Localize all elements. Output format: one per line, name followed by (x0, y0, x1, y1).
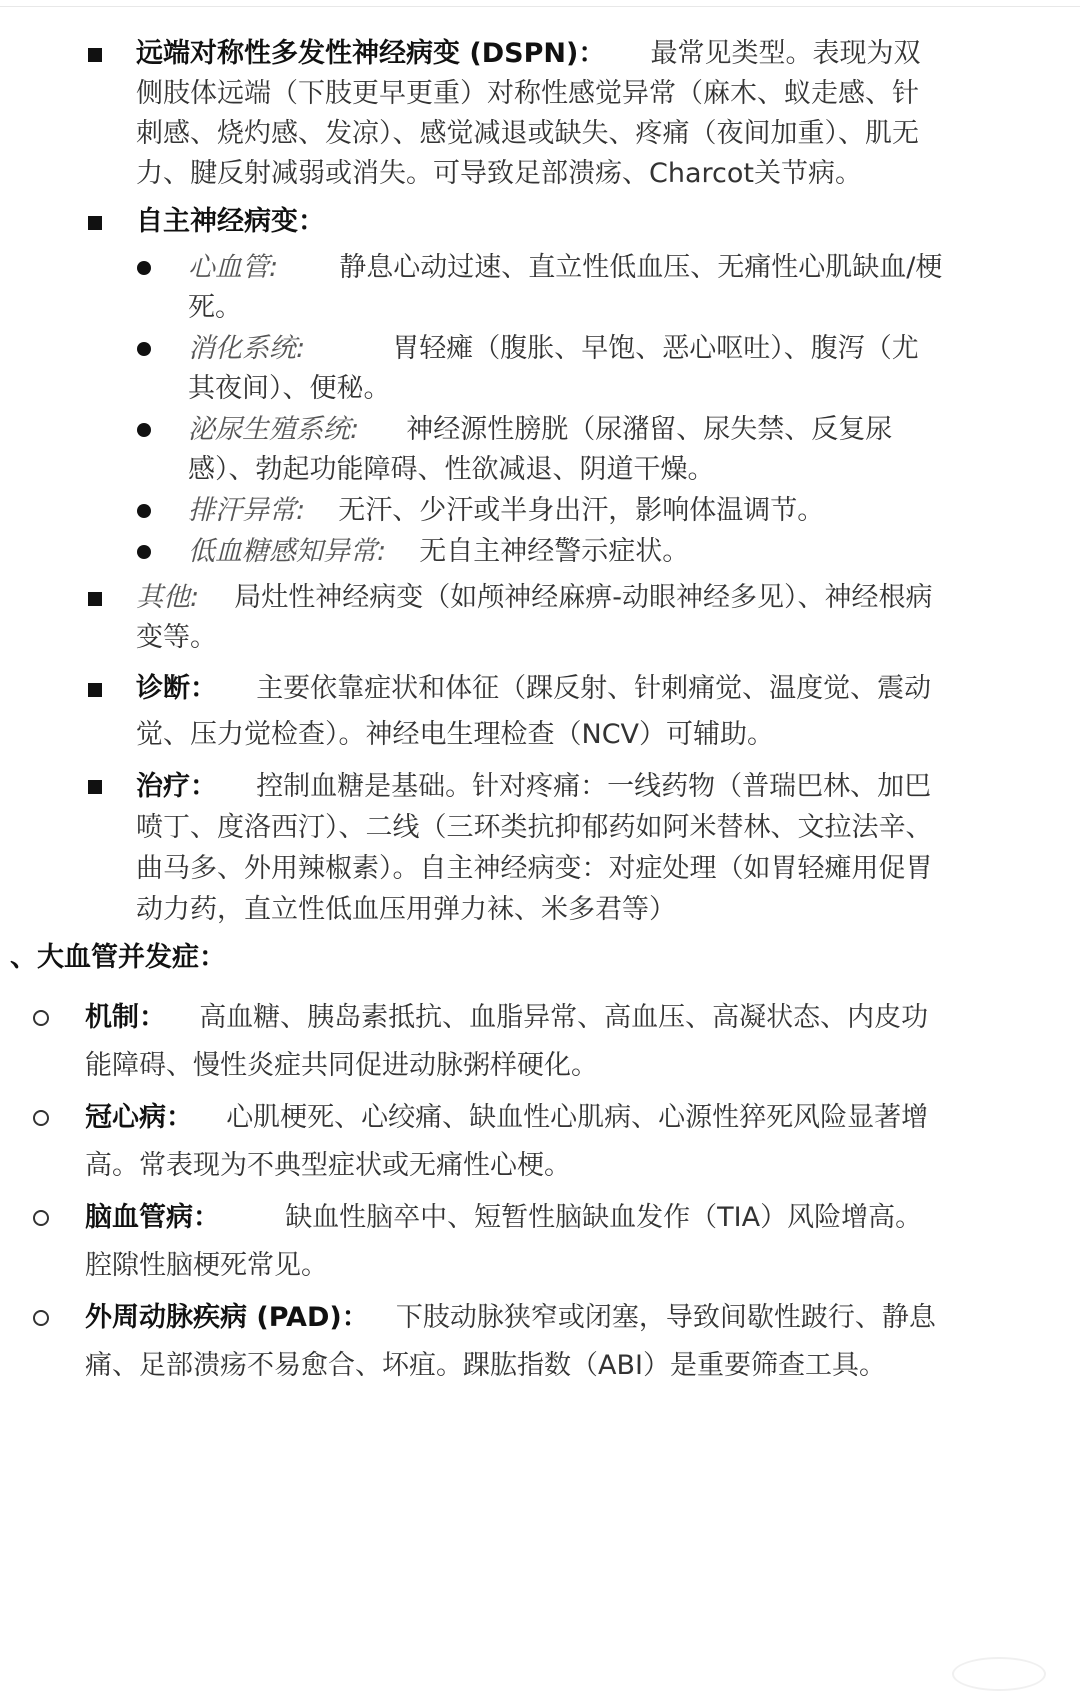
macro-item-label: 外周动脉疾病 (PAD)： (85, 1302, 369, 1333)
autonomic-sublist (0, 248, 1040, 572)
other-label: 其他: (136, 582, 200, 613)
circle-bullet-icon (33, 1310, 49, 1326)
autonomic-item-text: 神经源性膀胱（尿潴留、尿失禁、反复尿感）、勃起功能障碍、性欲减退、阴道干燥。 (188, 414, 893, 485)
dspn-label: 远端对称性多发性神经病变 (DSPN)： (136, 38, 606, 69)
diagnosis-label: 诊断： (136, 673, 217, 704)
macro-item-chd (0, 1094, 1040, 1190)
dspn-text: 最常见类型。表现为双侧肢体远端（下肢更早更重）对称性感觉异常（麻木、蚁走感、针刺感、烧灼感、发凉）、感觉减退或缺失、疼痛（夜间加重）、肌无力、腱反射减弱或消失。可导致足部溃疡、Charcot关节病。 (136, 38, 921, 189)
list-item-other (0, 578, 1040, 658)
autonomic-item-text: 无汗、少汗或半身出汗，影响体温调节。 (338, 495, 825, 526)
list-item-diagnosis (0, 666, 1040, 758)
macro-item-mechanism (0, 994, 1040, 1090)
square-bullet-icon (88, 216, 102, 230)
corner-decoration (952, 1657, 1046, 1691)
macrovascular-list (0, 994, 1040, 1390)
autonomic-item-label: 心血管: (188, 252, 279, 283)
square-bullet-icon (88, 780, 102, 794)
diagnosis-text: 主要依靠症状和体征（踝反射、针刺痛觉、温度觉、震动觉、压力觉检查）。神经电生理检查（NCV）可辅助。 (136, 673, 932, 750)
square-bullet-icon (88, 592, 102, 606)
autonomic-item-cardiovascular (0, 248, 1040, 328)
round-bullet-icon (137, 342, 151, 356)
round-bullet-icon (137, 423, 151, 437)
autonomic-item-sweating (0, 491, 1040, 531)
autonomic-item-label: 泌尿生殖系统: (188, 414, 360, 445)
macro-item-pad (0, 1294, 1040, 1390)
list-item-autonomic (0, 202, 1040, 242)
autonomic-item-hypoglycemia (0, 532, 1040, 572)
autonomic-item-label: 消化系统: (188, 333, 306, 364)
square-bullet-icon (88, 48, 102, 62)
top-divider (0, 6, 1080, 7)
document-content (0, 34, 1040, 1394)
autonomic-item-label: 排汗异常: (188, 495, 306, 526)
autonomic-item-urogenital (0, 410, 1040, 490)
circle-bullet-icon (33, 1110, 49, 1126)
autonomic-item-text: 胃轻瘫（腹胀、早饱、恶心呕吐）、腹泻（尤其夜间）、便秘。 (188, 333, 919, 404)
macro-item-label: 机制： (85, 1002, 166, 1033)
circle-bullet-icon (33, 1210, 49, 1226)
autonomic-item-digestive (0, 329, 1040, 409)
circle-bullet-icon (33, 1010, 49, 1026)
macro-item-text: 心肌梗死、心绞痛、缺血性心肌病、心源性猝死风险显著增高。常表现为不典型症状或无痛性心梗。 (85, 1102, 929, 1181)
round-bullet-icon (137, 545, 151, 559)
macro-item-text: 缺血性脑卒中、短暂性脑缺血发作（TIA）风险增高。腔隙性脑梗死常见。 (85, 1202, 923, 1281)
treatment-label: 治疗： (136, 771, 217, 802)
autonomic-item-label: 低血糖感知异常: (188, 536, 387, 567)
square-bullet-icon (88, 683, 102, 697)
autonomic-item-text: 静息心动过速、直立性低血压、无痛性心肌缺血/梗死。 (188, 252, 943, 323)
section-heading-macrovascular: 、大血管并发症： (10, 942, 226, 973)
macro-item-text: 高血糖、胰岛素抵抗、血脂异常、高血压、高凝状态、内皮功能障碍、慢性炎症共同促进动脉粥样硬化。 (85, 1002, 929, 1081)
treatment-text: 控制血糖是基础。针对疼痛：一线药物（普瑞巴林、加巴喷丁、度洛西汀）、二线（三环类抗抑郁药如阿米替林、文拉法辛、曲马多、外用辣椒素）。自主神经病变：对症处理（如胃轻瘫用促胃动力药，直立性低血压用弹力袜、米多君等） (136, 771, 933, 925)
round-bullet-icon (137, 261, 151, 275)
macro-item-label: 冠心病： (85, 1102, 193, 1133)
list-item-treatment (0, 766, 1040, 930)
autonomic-item-text: 无自主神经警示症状。 (419, 536, 690, 567)
macro-item-text: 下肢动脉狭窄或闭塞，导致间歇性跛行、静息痛、足部溃疡不易愈合、坏疽。踝肱指数（ABI）是重要筛查工具。 (85, 1302, 936, 1381)
autonomic-label: 自主神经病变： (136, 206, 325, 237)
other-text: 局灶性神经病变（如颅神经麻痹-动眼神经多见）、神经根病变等。 (136, 582, 933, 653)
macro-item-cerebrovascular (0, 1194, 1040, 1290)
macro-item-label: 脑血管病： (85, 1202, 220, 1233)
list-item-dspn (0, 34, 1040, 194)
round-bullet-icon (137, 504, 151, 518)
